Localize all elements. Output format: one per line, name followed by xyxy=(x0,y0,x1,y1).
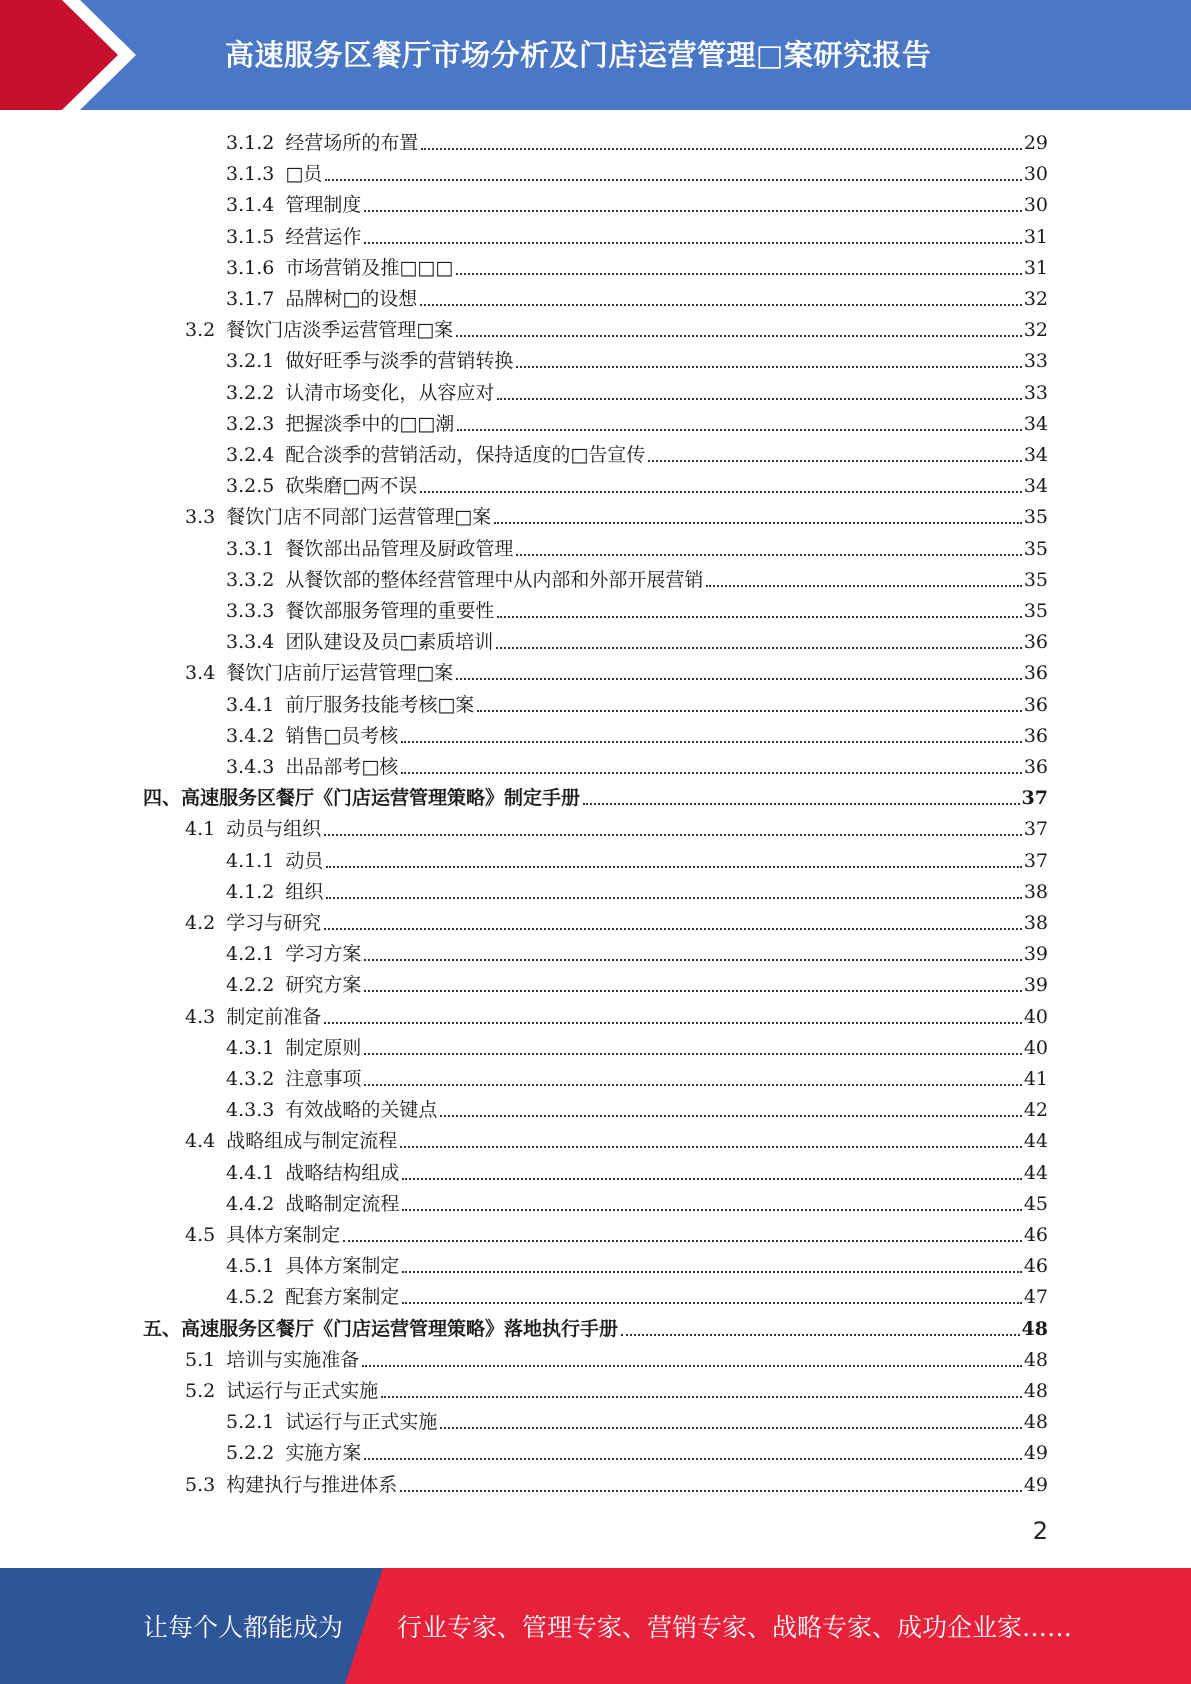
toc-entry-page: 49 xyxy=(1023,1473,1048,1496)
toc-entry-title: 制定原则 xyxy=(285,1036,362,1059)
toc-entry-title: 餐饮门店不同部门运营管理□案 xyxy=(226,506,492,529)
toc-entry-number: 5.2.2 xyxy=(226,1442,275,1465)
toc-entry[interactable] xyxy=(185,315,1048,345)
toc-entry-number: 3.2.3 xyxy=(226,412,275,435)
toc-entry[interactable] xyxy=(226,970,1048,1000)
toc-entry[interactable] xyxy=(185,1470,1048,1500)
toc-entry-page: 32 xyxy=(1023,288,1048,310)
toc-entry-page: 41 xyxy=(1023,1068,1048,1090)
toc-entry[interactable] xyxy=(185,502,1048,532)
footer-banner xyxy=(0,1568,1191,1684)
toc-dot-leader xyxy=(402,1270,1021,1273)
toc-entry-page: 39 xyxy=(1023,974,1048,997)
toc-entry-number: 5.1 xyxy=(185,1348,216,1371)
toc-entry-title: 研究方案 xyxy=(285,974,362,997)
toc-dot-leader xyxy=(497,397,1021,400)
toc-entry-number: 4.2.2 xyxy=(226,974,275,997)
toc-entry[interactable] xyxy=(226,752,1048,782)
toc-entry-page: 37 xyxy=(1023,849,1048,872)
toc-entry-title: 管理制度 xyxy=(285,194,362,217)
toc-entry-page: 31 xyxy=(1023,256,1048,279)
toc-dot-leader xyxy=(516,365,1021,368)
toc-entry-page: 35 xyxy=(1023,537,1048,560)
toc-entry-title: 认清市场变化，从容应对 xyxy=(285,381,495,404)
toc-dot-leader xyxy=(401,771,1022,774)
toc-dot-leader xyxy=(381,1395,1022,1398)
toc-entry-page: 39 xyxy=(1023,943,1048,966)
toc-entry-number: 5.2.1 xyxy=(226,1411,275,1434)
footer-slogan-left: 让每个人都能成为 xyxy=(143,1613,344,1642)
footer-slogan-right: 行业专家、管理专家、营销专家、战略专家、成功企业家…… xyxy=(397,1613,1073,1642)
toc-dot-leader xyxy=(364,241,1021,244)
toc-entry-number: 4.3.3 xyxy=(226,1099,275,1122)
toc-entry-page: 33 xyxy=(1023,350,1048,373)
toc-dot-leader xyxy=(364,209,1021,212)
toc-entry[interactable] xyxy=(185,1002,1048,1032)
toc-entry-page: 30 xyxy=(1023,163,1048,186)
toc-entry[interactable] xyxy=(185,1345,1048,1375)
toc-entry-title: 前厅服务技能考核□案 xyxy=(285,693,475,716)
toc-entry-number: 4.3.1 xyxy=(226,1036,275,1059)
toc-entry-number: 3.1.4 xyxy=(226,194,275,217)
header-chevron-decoration xyxy=(0,0,160,110)
toc-entry-title: 注意事项 xyxy=(285,1068,362,1090)
toc-entry-number: 3.2.4 xyxy=(226,444,275,466)
page-number: 2 xyxy=(1032,1517,1048,1545)
toc-dot-leader xyxy=(400,1145,1022,1148)
toc-entry[interactable] xyxy=(185,814,1048,844)
toc-entry-number: 3.1.6 xyxy=(226,256,275,279)
toc-entry-page: 36 xyxy=(1023,724,1048,747)
toc-entry-page: 40 xyxy=(1023,1005,1048,1028)
toc-entry[interactable] xyxy=(226,1033,1048,1063)
toc-entry[interactable] xyxy=(226,222,1048,252)
toc-entry-page: 49 xyxy=(1023,1442,1048,1465)
toc-entry-number: 4.1 xyxy=(185,818,216,841)
toc-entry[interactable] xyxy=(143,783,1048,813)
toc-dot-leader xyxy=(477,709,1022,712)
toc-entry-page: 45 xyxy=(1023,1192,1048,1215)
toc-dot-leader xyxy=(326,865,1021,868)
toc-entry-page: 44 xyxy=(1023,1130,1048,1153)
toc-entry[interactable] xyxy=(226,627,1048,657)
toc-entry-number: 5.3 xyxy=(185,1473,216,1496)
toc-dot-leader xyxy=(621,1333,1020,1336)
toc-entry[interactable] xyxy=(226,565,1048,595)
toc-dot-leader xyxy=(324,927,1022,930)
toc-entry[interactable] xyxy=(226,721,1048,751)
header-banner xyxy=(0,0,1191,110)
toc-entry-title: 餐饮部服务管理的重要性 xyxy=(285,600,495,622)
toc-entry-number: 3.4.3 xyxy=(226,756,275,778)
toc-dot-leader xyxy=(362,1364,1022,1367)
toc-entry-page: 44 xyxy=(1023,1161,1048,1184)
toc-entry[interactable] xyxy=(226,440,1048,470)
toc-entry-page: 42 xyxy=(1023,1099,1048,1122)
toc-entry-page: 31 xyxy=(1023,225,1048,248)
toc-entry-page: 35 xyxy=(1023,568,1048,591)
toc-entry-number: 4.3 xyxy=(185,1005,216,1028)
toc-dot-leader xyxy=(456,272,1022,275)
toc-entry-number: 4.5.2 xyxy=(226,1286,275,1309)
toc-dot-leader xyxy=(326,896,1021,899)
toc-entry-title: 经营场所的布置 xyxy=(285,132,419,154)
toc-entry-page: 29 xyxy=(1023,132,1048,154)
toc-entry-number: 3.1.3 xyxy=(226,163,275,186)
toc-entry[interactable] xyxy=(226,1251,1048,1281)
toc-entry-number: 3.1.5 xyxy=(226,225,275,248)
toc-entry-number: 3.3.1 xyxy=(226,537,275,560)
toc-entry-number: 4.4.1 xyxy=(226,1161,275,1184)
toc-entry[interactable] xyxy=(226,128,1048,158)
toc-dot-leader xyxy=(516,553,1021,556)
toc-entry-number: 3.2 xyxy=(185,319,216,342)
toc-entry-title: 销售□员考核 xyxy=(285,724,399,747)
toc-entry-number: 3.4 xyxy=(185,662,216,685)
toc-dot-leader xyxy=(343,1239,1022,1242)
toc-entry[interactable] xyxy=(185,1376,1048,1406)
toc-entry-number: 3.4.1 xyxy=(226,693,275,716)
toc-entry[interactable] xyxy=(226,253,1048,283)
toc-entry-title: 动员与组织 xyxy=(226,818,322,841)
toc-entry-title: 学习方案 xyxy=(285,943,362,966)
toc-entry-number: 4.1.1 xyxy=(226,849,275,872)
toc-entry[interactable] xyxy=(185,1126,1048,1156)
toc-entry-number: 4.5 xyxy=(185,1224,216,1246)
toc-entry-number: 3.3.2 xyxy=(226,568,275,591)
toc-entry-title: 把握淡季中的□□潮 xyxy=(285,412,455,435)
toc-dot-leader xyxy=(400,1489,1022,1492)
toc-entry[interactable] xyxy=(226,846,1048,876)
toc-entry-page: 34 xyxy=(1023,444,1048,466)
toc-entry-page: 48 xyxy=(1023,1380,1048,1402)
toc-entry-title: 品牌树□的设想 xyxy=(285,288,418,310)
toc-entry-page: 46 xyxy=(1023,1255,1048,1278)
toc-dot-leader xyxy=(401,740,1022,743)
toc-dot-leader xyxy=(364,989,1021,992)
toc-entry-page: 36 xyxy=(1023,631,1048,654)
toc-entry-number: 4.2.1 xyxy=(226,943,275,966)
toc-entry-title: 有效战略的关键点 xyxy=(285,1099,438,1122)
toc-entry-number: 3.1.7 xyxy=(226,288,275,310)
toc-dot-leader xyxy=(706,584,1021,587)
toc-entry-number: 4.4 xyxy=(185,1130,216,1153)
toc-entry-title: 餐饮部出品管理及厨政管理 xyxy=(285,537,514,560)
toc-entry[interactable] xyxy=(185,908,1048,938)
toc-entry-title: 做好旺季与淡季的营销转换 xyxy=(285,350,514,373)
toc-entry[interactable] xyxy=(226,378,1048,408)
toc-dot-leader xyxy=(456,334,1022,337)
toc-entry[interactable] xyxy=(226,690,1048,720)
toc-entry-title: 战略组成与制定流程 xyxy=(226,1130,398,1153)
toc-entry-page: 34 xyxy=(1023,412,1048,435)
toc-entry-page: 35 xyxy=(1023,600,1048,622)
toc-entry-number: 4.1.2 xyxy=(226,880,275,903)
toc-dot-leader xyxy=(457,428,1022,431)
toc-entry[interactable] xyxy=(226,1095,1048,1125)
toc-entry-title: 具体方案制定 xyxy=(226,1224,341,1246)
toc-entry-title: 战略结构组成 xyxy=(285,1161,400,1184)
toc-dot-leader xyxy=(496,646,1022,649)
toc-entry-number: 3.3.4 xyxy=(226,631,275,654)
document-title: 高速服务区餐厅市场分析及门店运营管理□案研究报告 xyxy=(225,38,932,72)
toc-dot-leader xyxy=(402,1301,1021,1304)
toc-entry-page: 30 xyxy=(1023,194,1048,217)
toc-entry-page: 38 xyxy=(1023,912,1048,934)
toc-dot-leader xyxy=(364,1052,1021,1055)
toc-dot-leader xyxy=(456,677,1022,680)
toc-dot-leader xyxy=(402,1177,1021,1180)
toc-entry-page: 36 xyxy=(1023,662,1048,685)
toc-entry-title: 试运行与正式实施 xyxy=(226,1380,379,1402)
toc-dot-leader xyxy=(324,833,1022,836)
toc-entry-title: 组织 xyxy=(285,880,324,903)
toc-entry-number: 3.4.2 xyxy=(226,724,275,747)
toc-entry-title: 动员 xyxy=(285,849,324,872)
toc-entry-title: 砍柴磨□两不误 xyxy=(285,475,418,498)
toc-entry[interactable] xyxy=(226,1282,1048,1312)
toc-entry[interactable] xyxy=(226,534,1048,564)
toc-entry-number: 5.2 xyxy=(185,1380,216,1402)
toc-entry-title: 出品部考□核 xyxy=(285,756,399,778)
toc-dot-leader xyxy=(325,178,1022,181)
toc-entry-title: 餐饮门店淡季运营管理□案 xyxy=(226,319,454,342)
toc-entry-number: 3.2.5 xyxy=(226,475,275,498)
toc-entry[interactable] xyxy=(226,1407,1048,1437)
toc-dot-leader xyxy=(440,1114,1021,1117)
toc-entry-page: 33 xyxy=(1023,381,1048,404)
toc-entry-title: 学习与研究 xyxy=(226,912,322,934)
toc-entry-title: 从餐饮部的整体经营管理中从内部和外部开展营销 xyxy=(285,568,704,591)
toc-entry-page: 48 xyxy=(1023,1411,1048,1434)
toc-entry-title: 战略制定流程 xyxy=(285,1192,400,1215)
toc-entry-title: 实施方案 xyxy=(285,1442,362,1465)
toc-entry-number: 3.2.1 xyxy=(226,350,275,373)
toc-entry-page: 37 xyxy=(1021,787,1048,810)
toc-entry-number: 3.1.2 xyxy=(226,132,275,154)
toc-entry[interactable] xyxy=(143,1314,1048,1344)
toc-entry-number: 4.4.2 xyxy=(226,1192,275,1215)
toc-entry[interactable] xyxy=(226,1189,1048,1219)
toc-dot-leader xyxy=(324,1021,1022,1024)
toc-entry-page: 36 xyxy=(1023,693,1048,716)
toc-entry-page: 46 xyxy=(1023,1224,1048,1246)
toc-entry[interactable] xyxy=(226,877,1048,907)
toc-entry-page: 32 xyxy=(1023,319,1048,342)
toc-entry-title: 五、高速服务区餐厅《门店运营管理策略》落地执行手册 xyxy=(143,1317,619,1340)
toc-entry-title: 经营运作 xyxy=(285,225,362,248)
toc-entry[interactable] xyxy=(226,346,1048,376)
toc-entry-title: 具体方案制定 xyxy=(285,1255,400,1278)
toc-entry-number: 3.3 xyxy=(185,506,216,529)
toc-dot-leader xyxy=(402,1208,1021,1211)
toc-entry[interactable] xyxy=(226,1158,1048,1188)
toc-dot-leader xyxy=(497,615,1021,618)
toc-entry[interactable] xyxy=(226,284,1048,314)
toc-entry[interactable] xyxy=(226,409,1048,439)
toc-entry[interactable] xyxy=(226,159,1048,189)
toc-entry-number: 4.2 xyxy=(185,912,216,934)
toc-entry-title: 制定前准备 xyxy=(226,1005,322,1028)
toc-entry-page: 38 xyxy=(1023,880,1048,903)
toc-entry-number: 4.3.2 xyxy=(226,1068,275,1090)
toc-entry[interactable] xyxy=(226,1064,1048,1094)
toc-entry-number: 3.2.2 xyxy=(226,381,275,404)
toc-dot-leader xyxy=(440,1426,1021,1429)
toc-dot-leader xyxy=(364,1457,1021,1460)
toc-entry[interactable] xyxy=(226,939,1048,969)
toc-entry-title: 培训与实施准备 xyxy=(226,1348,360,1371)
toc-entry-page: 40 xyxy=(1023,1036,1048,1059)
toc-dot-leader xyxy=(494,521,1022,524)
toc-entry-page: 36 xyxy=(1023,756,1048,778)
toc-dot-leader xyxy=(648,459,1022,462)
toc-dot-leader xyxy=(583,802,1020,805)
toc-entry-number: 3.3.3 xyxy=(226,600,275,622)
toc-entry[interactable] xyxy=(226,1438,1048,1468)
toc-entry-title: 配合淡季的营销活动，保持适度的□告宣传 xyxy=(285,444,646,466)
toc-entry-page: 34 xyxy=(1023,475,1048,498)
toc-dot-leader xyxy=(364,1083,1021,1086)
toc-entry[interactable] xyxy=(226,471,1048,501)
toc-entry-number: 4.5.1 xyxy=(226,1255,275,1278)
toc-entry[interactable] xyxy=(185,1220,1048,1250)
toc-entry-page: 48 xyxy=(1021,1317,1048,1340)
toc-entry-page: 47 xyxy=(1023,1286,1048,1309)
toc-entry-page: 35 xyxy=(1023,506,1048,529)
toc-entry-title: 配套方案制定 xyxy=(285,1286,400,1309)
toc-entry-title: 四、高速服务区餐厅《门店运营管理策略》制定手册 xyxy=(143,787,581,810)
toc-dot-leader xyxy=(421,147,1021,150)
toc-entry-title: 餐饮门店前厅运营管理□案 xyxy=(226,662,454,685)
toc-entry-title: □员 xyxy=(285,163,323,186)
toc-entry[interactable] xyxy=(226,190,1048,220)
toc-dot-leader xyxy=(420,303,1022,306)
toc-entry-title: 构建执行与推进体系 xyxy=(226,1473,398,1496)
toc-entry-title: 市场营销及推□□□ xyxy=(285,256,454,279)
toc-entry-page: 48 xyxy=(1023,1348,1048,1371)
toc-entry-page: 37 xyxy=(1023,818,1048,841)
toc-dot-leader xyxy=(364,958,1021,961)
toc-entry[interactable] xyxy=(226,596,1048,626)
toc-entry-title: 团队建设及员□素质培训 xyxy=(285,631,494,654)
toc-entry[interactable] xyxy=(185,658,1048,688)
toc-dot-leader xyxy=(420,490,1022,493)
toc-entry-title: 试运行与正式实施 xyxy=(285,1411,438,1434)
